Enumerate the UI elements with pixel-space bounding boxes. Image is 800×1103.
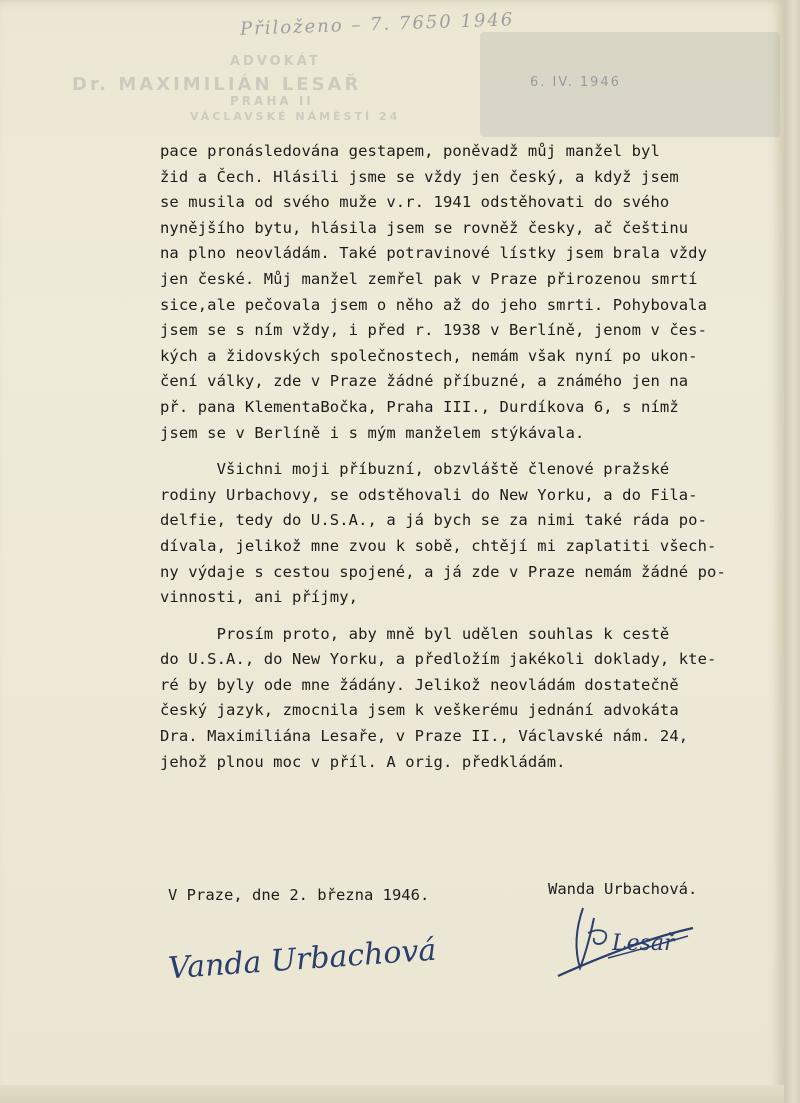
text-line: sice,ale pečovala jsem o něho až do jeho smrti. Pohybovala — [160, 295, 708, 314]
letter-body — [160, 139, 760, 775]
text-line: se musila od svého muže v.r. 1941 odstěhovati do svého — [160, 193, 670, 212]
text-line: př. pana KlementaBočka, Praha III., Durdíkova 6, s nímž — [160, 397, 679, 416]
paragraph-gap — [160, 446, 760, 457]
text-line: dívala, jelikož mne zvou k sobě, chtějí mi zaplatiti všech- — [160, 536, 717, 555]
lawyer-signature — [528, 898, 698, 988]
text-line: delfie, tedy do U.S.A., a já bych se za nimi také ráda po- — [160, 511, 708, 530]
stamp-date: 6. IV. 1946 — [530, 75, 621, 90]
text-line: jehož plnou moc v příl. A orig. předkládám. — [160, 752, 566, 771]
page-edge — [784, 0, 800, 1103]
text-line: vinnosti, ani příjmy, — [160, 588, 359, 607]
text-line: Prosím proto, aby mně byl udělen souhlas k cestě — [160, 624, 670, 643]
text-line: žid a Čech. Hlásili jsme se vždy jen český, a když jsem — [160, 167, 679, 186]
stamp-line-2: Dr. MAXIMILIÁN LESAŘ — [72, 74, 362, 95]
text-line: pace pronásledována gestapem, poněvadž můj manžel byl — [160, 142, 660, 160]
page-fold — [0, 1085, 784, 1103]
text-line: ré by byly ode mne žádány. Jelikož neovládám dostatečně — [160, 675, 679, 694]
text-line: rodiny Urbachovy, se odstěhovali do New Yorku, a do Fila- — [160, 485, 698, 504]
handwritten-signature: Vanda Urbachová — [167, 932, 438, 987]
text-line: jsem se s ním vždy, i před r. 1938 v Berlíně, jenom v čes- — [160, 321, 708, 340]
text-line: ny výdaje s cestou spojené, a já zde v Praze nemám žádné po- — [160, 562, 726, 581]
typed-name: Wanda Urbachová. — [548, 880, 698, 898]
text-line: čení války, zde v Praze žádné příbuzné, a známého jen na — [160, 372, 689, 391]
text-line: jsem se v Berlíně i s mým manželem stýkávala. — [160, 423, 585, 442]
text-line: Všichni moji příbuzní, obzvláště členové pražské — [160, 460, 670, 479]
text-line: český jazyk, zmocnila jsem k veškerému jednání advokáta — [160, 701, 679, 720]
lawyer-signature-text: Lesař — [612, 931, 675, 956]
text-line: Dra. Maximiliána Lesaře, v Praze II., Václavské nám. 24, — [160, 727, 689, 746]
pencil-annotation: Přiloženo – 7. 7650 1946 — [239, 9, 515, 40]
stamp-line-3: PRAHA II — [230, 94, 314, 108]
text-line: jen české. Můj manžel zemřel pak v Praze přirozenou smrtí — [160, 269, 698, 288]
text-line: do U.S.A., do New Yorku, a předložím jakékoli doklady, kte- — [160, 650, 717, 669]
text-line: na plno neovládám. Také potravinové lístky jsem brala vždy — [160, 244, 708, 263]
text-line: nynějšího bytu, hlásila jsem se rovněž česky, ač češtinu — [160, 218, 689, 237]
text-line: kých a židovských společnostech, nemám však nyní po ukon- — [160, 346, 698, 365]
stamp-line-4: VÁCLAVSKÉ NÁMĚSTÍ 24 — [190, 110, 401, 123]
stamp-line-1: ADVOKÁT — [230, 54, 321, 69]
paragraph-gap — [160, 611, 760, 622]
place-and-date: V Praze, dne 2. března 1946. — [168, 886, 430, 904]
